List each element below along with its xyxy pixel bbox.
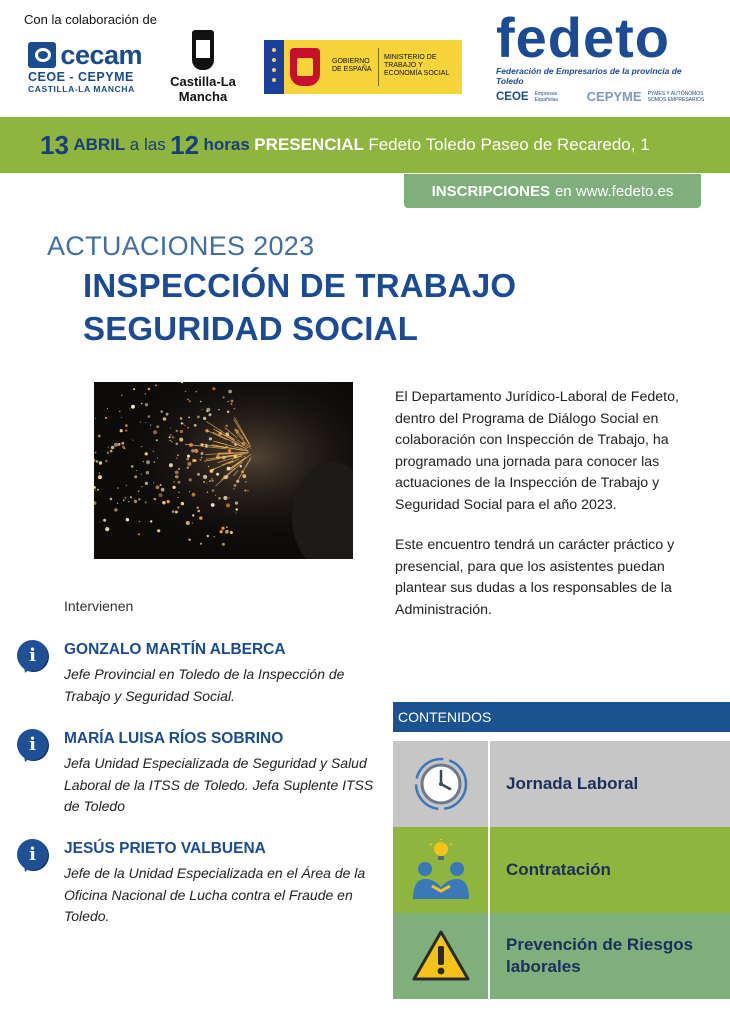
- fedeto-wordmark: fedeto: [496, 6, 670, 69]
- speaker-role: Jefa Unidad Especializada de Seguridad y Salud Laboral de la ITSS de Toledo. Jefa Suplente ITSS de Toledo: [64, 755, 374, 814]
- info-icon: i: [17, 640, 48, 671]
- cecam-mark-icon: [28, 42, 56, 68]
- event-banner: [0, 117, 730, 173]
- speaker-item: [17, 839, 387, 929]
- contenido-row-prevencion: [393, 913, 730, 999]
- contenido-label: Contratación: [506, 860, 611, 879]
- inscripciones-label: INSCRIPCIONES: [431, 182, 550, 200]
- cecam-sub: CEOE - CEPYME: [28, 70, 134, 84]
- contenido-row-jornada: [393, 741, 730, 827]
- info-icon: i: [17, 839, 48, 870]
- event-at: a las: [129, 135, 166, 154]
- fedeto-cepyme-sub: PYMES Y AUTÓNOMOS SOMOS EMPRESARIOS: [647, 90, 705, 103]
- cecam-logo: [28, 42, 142, 96]
- clock-icon: [393, 741, 490, 827]
- inscripciones-badge[interactable]: [404, 174, 701, 208]
- speaker-item: [17, 729, 387, 819]
- intro-text: [395, 387, 685, 640]
- eu-flag-icon: [264, 40, 284, 94]
- speaker-role: Jefe de la Unidad Especializada en el Área de la Oficina Nacional de Lucha contra el Fraude en Toledo.: [64, 865, 366, 924]
- info-icon: i: [17, 729, 48, 760]
- event-hour: 12: [170, 129, 200, 160]
- main-title-line2: SEGURIDAD SOCIAL: [83, 310, 419, 347]
- sparks-photo: [94, 382, 353, 559]
- intro-paragraph-2: Este encuentro tendrá un carácter práctico y presencial, para que los asistentes puedan plantear sus dudas a los responsables de la Administración.: [395, 537, 675, 618]
- fedeto-cepyme: CEPYME: [586, 89, 642, 104]
- kicker-title: ACTUACIONES 2023: [47, 231, 315, 261]
- fedeto-logo: [496, 6, 708, 104]
- speaker-name: GONZALO MARTÍN ALBERCA: [64, 641, 286, 658]
- fedeto-ceoe: CEOE: [496, 90, 529, 103]
- intro-paragraph-1: El Departamento Jurídico-Laboral de Fedeto, dentro del Programa de Diálogo Social en colaboración con Inspección de Trabajo, ha programado una jornada para conocer las actuaciones de la Inspección de Trabajo y Seguridad Social para el año 2023.: [395, 389, 679, 513]
- contenidos-heading: CONTENIDOS: [393, 702, 730, 732]
- castilla-la-mancha-logo: [150, 30, 256, 104]
- coat-of-arms-icon: [290, 48, 320, 86]
- gobierno-separator: [378, 48, 379, 86]
- castle-shield-icon: [192, 30, 214, 70]
- speakers-heading: Intervienen: [64, 598, 134, 614]
- event-day: 13: [40, 129, 69, 160]
- event-mode: PRESENCIAL: [254, 135, 364, 154]
- ministerio-text: MINISTERIO DE TRABAJO Y ECONOMÍA SOCIAL: [384, 54, 450, 77]
- collaboration-label: Con la colaboración de: [24, 12, 157, 27]
- event-month: ABRIL: [73, 135, 126, 154]
- contenido-label: Prevención de Riesgos laborales: [506, 935, 694, 976]
- fedeto-tagline: Federación de Empresarios de la provincia de Toledo: [496, 66, 682, 86]
- fedeto-ceoe-sub: Empresas Españolas: [534, 90, 558, 103]
- contenido-row-contratacion: [393, 827, 730, 913]
- gobierno-text: GOBIERNO DE ESPAÑA: [332, 58, 372, 73]
- event-hours-word: horas: [203, 135, 250, 154]
- cecam-wordmark: cecam: [60, 40, 142, 70]
- sparks-illustration: [94, 382, 353, 559]
- inscripciones-url[interactable]: en www.fedeto.es: [554, 182, 674, 200]
- speaker-name: MARÍA LUISA RÍOS SOBRINO: [64, 730, 284, 747]
- warning-icon: [393, 913, 490, 999]
- cecam-region: CASTILLA-LA MANCHA: [28, 84, 135, 94]
- contenido-label: Jornada Laboral: [506, 774, 639, 793]
- handshake-idea-icon: [393, 827, 490, 913]
- speaker-name: JESÚS PRIETO VALBUENA: [64, 840, 266, 857]
- gobierno-espana-logo: [264, 40, 462, 94]
- event-place: Fedeto Toledo Paseo de Recaredo, 1: [368, 135, 650, 154]
- main-title-line1: INSPECCIÓN DE TRABAJO: [83, 267, 517, 304]
- speaker-role: Jefe Provincial en Toledo de la Inspección de Trabajo y Seguridad Social.: [64, 666, 345, 704]
- clm-name: Castilla-La Mancha: [170, 74, 236, 104]
- speaker-item: [17, 640, 387, 710]
